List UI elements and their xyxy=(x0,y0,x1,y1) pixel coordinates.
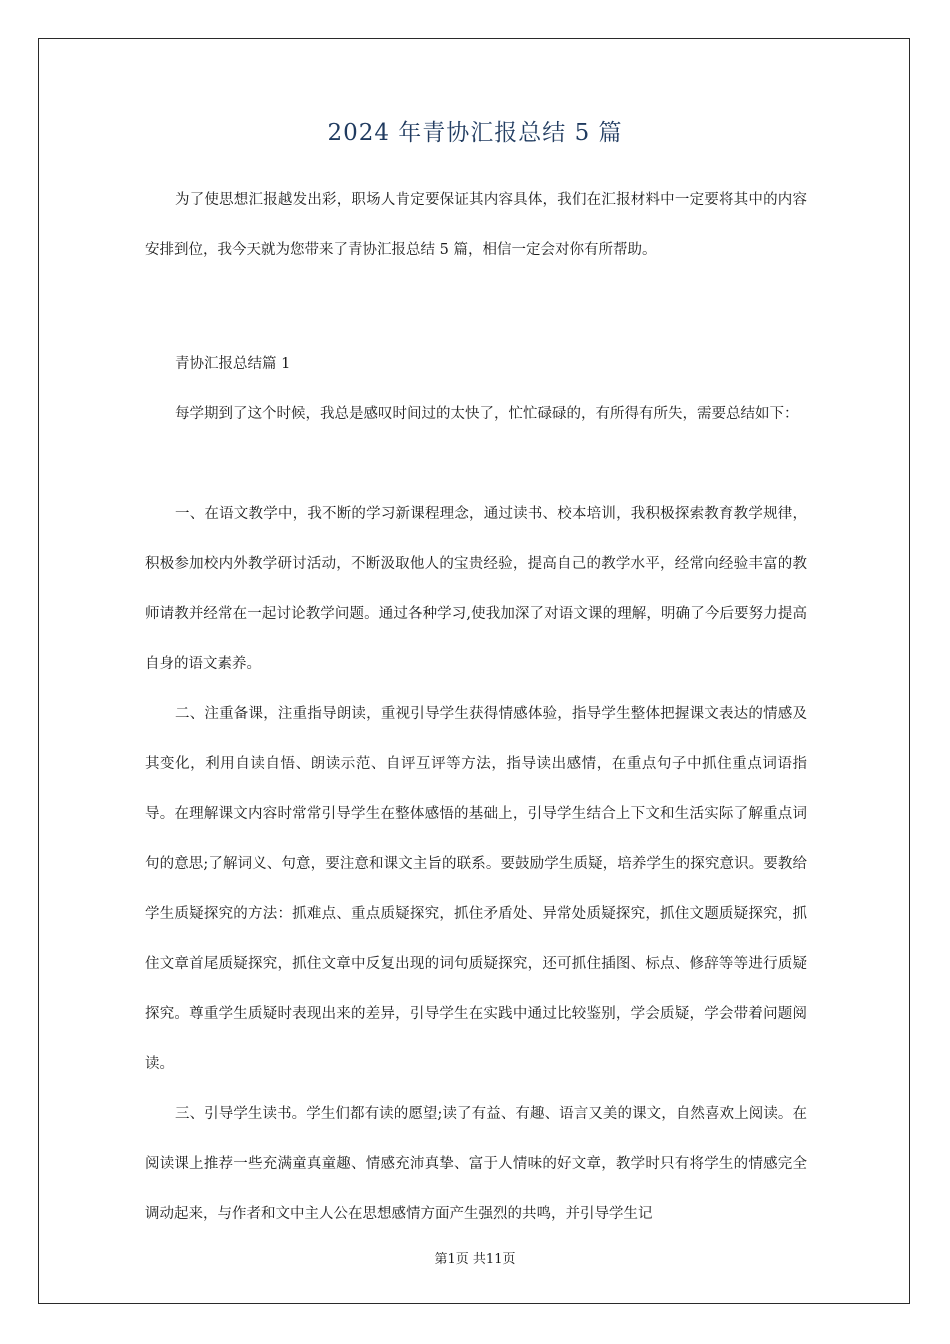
body-paragraph: 二、注重备课，注重指导朗读，重视引导学生获得情感体验，指导学生整体把握课文表达的情感及其变化，利用自读自悟、朗读示范、自评互评等方法，指导读出感情，在重点句子中抓住重点词语指导。在理解课文内容时常常引导学生在整体感悟的基础上，引导学生结合上下文和生活实际了解重点词句的意思;了解词义、句意，要注意和课文主旨的联系。要鼓励学生质疑，培养学生的探究意识。要教给学生质疑探究的方法：抓难点、重点质疑探究，抓住矛盾处、异常处质疑探究，抓住文题质疑探究，抓住文章首尾质疑探究，抓住文章中反复出现的词句质疑探究，还可抓住插图、标点、修辞等等进行质疑探究。尊重学生质疑时表现出来的差异，引导学生在实践中通过比较鉴别，学会质疑，学会带着问题阅读。 xyxy=(145,706,807,1072)
section-heading: 青协汇报总结篇 1 xyxy=(175,356,291,372)
page-footer: 第1页 共11页 xyxy=(434,1252,516,1267)
intro-paragraph: 为了使思想汇报越发出彩，职场人肯定要保证其内容具体，我们在汇报材料中一定要将其中的内容安排到位，我今天就为您带来了青协汇报总结 5 篇，相信一定会对你有所帮助。 xyxy=(145,192,807,258)
body-paragraph: 每学期到了这个时候，我总是感叹时间过的太快了，忙忙碌碌的，有所得有所失，需要总结如下： xyxy=(175,406,799,422)
body-paragraph: 一、在语文教学中，我不断的学习新课程理念，通过读书、校本培训，我积极探索教育教学规律，积极参加校内外教学研讨活动，不断汲取他人的宝贵经验，提高自己的教学水平，经常向经验丰富的教师请教并经常在一起讨论教学问题。通过各种学习,使我加深了对语文课的理解，明确了今后要努力提高自身的语文素养。 xyxy=(145,506,807,672)
document-title: 2024 年青协汇报总结 5 篇 xyxy=(327,120,623,146)
body-paragraph: 三、引导学生读书。学生们都有读的愿望;读了有益、有趣、语言又美的课文，自然喜欢上阅读。在阅读课上推荐一些充满童真童趣、情感充沛真挚、富于人情味的好文章，教学时只有将学生的情感完全调动起来，与作者和文中主人公在思想感情方面产生强烈的共鸣，并引导学生记 xyxy=(145,1106,807,1222)
